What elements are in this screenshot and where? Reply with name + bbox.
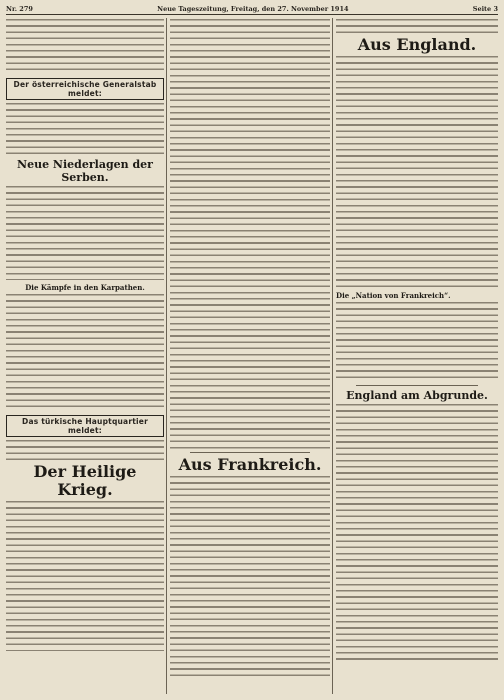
column-rule [166, 18, 167, 694]
section-box-turkish-hq [6, 415, 164, 437]
body-text [6, 294, 164, 412]
page-number-left: Nr. 279 [6, 5, 33, 13]
column-1 [6, 18, 164, 694]
headline-england: Aus England. [357, 35, 477, 54]
body-text [336, 56, 498, 288]
body-text [6, 501, 164, 651]
page-number-right: Seite 3 [472, 5, 498, 13]
headline-serbia: Neue Niederlagen der Serben. [17, 158, 153, 184]
body-text [336, 404, 498, 664]
section-divider [356, 385, 478, 386]
page-header [6, 4, 498, 15]
body-text [6, 186, 164, 280]
subhead-carpathians: Die Kämpfe in den Karpathen. [25, 283, 145, 292]
headline-holy-war: Der Heilige Krieg. [33, 462, 137, 499]
body-text [170, 476, 330, 676]
body-text [336, 302, 498, 382]
subhead-nation: Die „Nation von Frankreich“. [336, 291, 451, 300]
body-text [170, 19, 330, 449]
headline-france: Aus Frankreich. [178, 455, 322, 474]
body-text [6, 440, 164, 460]
column-3 [336, 18, 498, 694]
box-title: Das türkische Hauptquartier [22, 417, 148, 426]
section-divider [190, 452, 310, 453]
box-subtitle: meldet: [68, 426, 102, 435]
headline-england-abyss: England am Abgrunde. [346, 389, 488, 402]
section-box-austrian-staff [6, 78, 164, 100]
body-text [6, 19, 164, 75]
header-title: Neue Tageszeitung, Freitag, den 27. November 1914 [157, 5, 349, 13]
body-text [6, 103, 164, 155]
column-rule [332, 18, 333, 694]
column-2 [170, 18, 330, 694]
box-subtitle: meldet: [68, 89, 102, 98]
body-text [336, 19, 498, 33]
box-title: Der österreichische Generalstab [13, 80, 157, 89]
